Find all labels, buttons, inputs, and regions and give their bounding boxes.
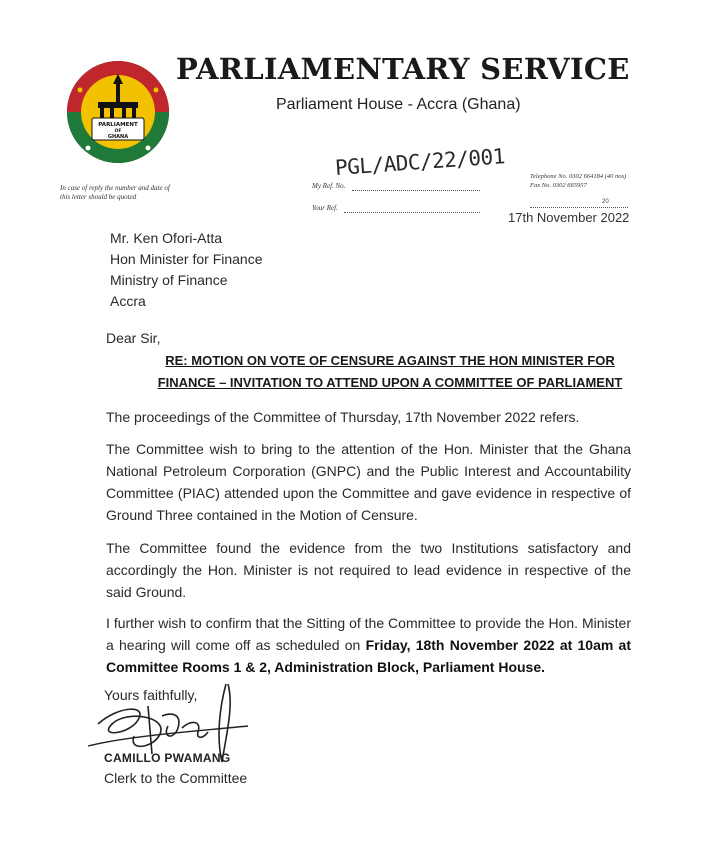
body-paragraph-4-text: I further wish to confirm that the Sitting of the Committee to provide the Hon. Minister a hearing will come off as scheduled on: [106, 615, 631, 653]
date-small-label: 20: [602, 199, 609, 205]
salutation: Dear Sir,: [106, 330, 161, 346]
hearing-details: Friday, 18th November 2022 at 10am at Committee Rooms 1 & 2, Administration Block, Parliament House.: [106, 637, 632, 675]
organisation-name: PARLIAMENTARY SERVICE: [176, 52, 630, 86]
body-paragraph-4: [106, 612, 631, 678]
subject-line-1: RE: MOTION ON VOTE OF CENSURE AGAINST THE HON MINISTER FOR: [165, 353, 615, 368]
recipient-office: Ministry of Finance: [110, 272, 228, 288]
my-ref-handwritten: PGL/ADC/22/001: [334, 144, 506, 180]
subject-line-2: FINANCE – INVITATION TO ATTEND UPON A COMMITTEE OF PARLIAMENT: [157, 375, 623, 390]
recipient-name: Mr. Ken Ofori-Atta: [110, 230, 223, 246]
recipient-city: Accra: [110, 293, 146, 309]
organisation-address: Parliament House - Accra (Ghana): [276, 96, 521, 113]
subject-heading: [110, 350, 670, 394]
fax-number: Fax No. 0302 665957: [530, 182, 587, 189]
your-ref-line: [344, 212, 480, 213]
svg-text:GHANA: GHANA: [107, 134, 129, 140]
letter-date: 17th November 2022: [508, 210, 630, 225]
recipient-title: Hon Minister for Finance: [110, 251, 263, 267]
body-paragraph-1: The proceedings of the Committee of Thursday, 17th November 2022 refers.: [106, 409, 580, 425]
telephone-number: Telephone No. 0302 664184 (40 nos): [530, 173, 627, 180]
parliament-seal-icon: [66, 60, 170, 164]
reply-reference-note: In case of reply the number and date of this letter should be quoted: [60, 184, 170, 201]
date-line: [530, 207, 628, 208]
svg-text:OF: OF: [114, 129, 122, 134]
contact-details: [530, 172, 626, 190]
svg-text:PARLIAMENT: PARLIAMENT: [98, 122, 138, 128]
body-paragraph-2: The Committee wish to bring to the attention of the Hon. Minister that the Ghana National Petroleum Corporation (GNPC) and the Public Interest and Accountability Committee (PIAC) attended upon the Committee and gave evidence in respective of Ground Three contained in the Motion of Censure.: [106, 441, 631, 523]
body-paragraph-3: The Committee found the evidence from the two Institutions satisfactory and accordingly the Hon. Minister is not required to lead evidence in respective of the said Ground.: [106, 540, 631, 600]
signer-title: Clerk to the Committee: [104, 770, 248, 786]
my-ref-label: My Ref. No.: [312, 182, 346, 190]
closing: Yours faithfully,: [104, 687, 198, 703]
my-ref-line: [352, 190, 480, 191]
your-ref-label: Your Ref.: [312, 204, 338, 212]
signer-name: CAMILLO PWAMANG: [104, 751, 231, 765]
recipient-block: [110, 228, 263, 312]
